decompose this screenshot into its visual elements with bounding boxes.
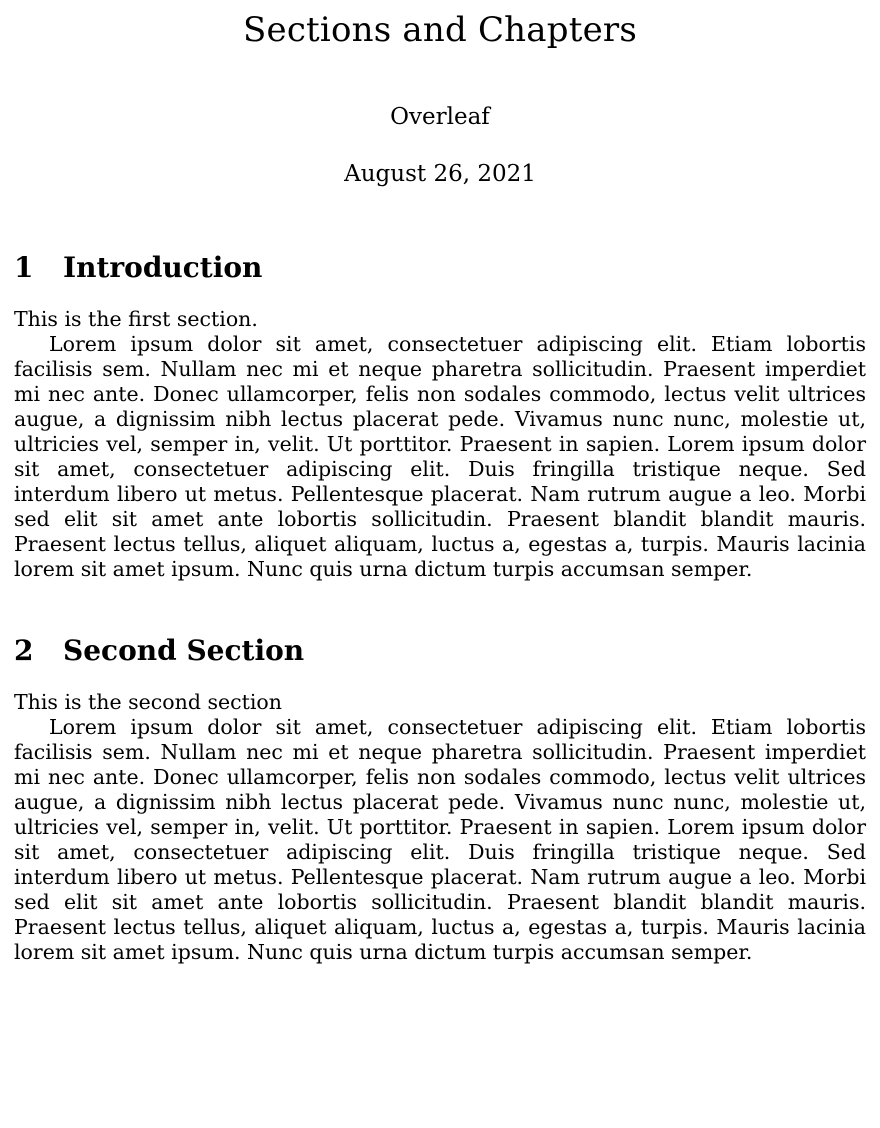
document-date: August 26, 2021 [344,161,536,187]
section-heading-2 [14,634,866,668]
document-content [14,0,866,965]
section-heading-1 [14,251,866,285]
section-lead-paragraph-1: This is the first section. [14,307,258,331]
section-body-paragraph-2: Lorem ipsum dolor sit amet, consectetuer adipiscing elit. Etiam lobortis facilisis sem. Nullam nec mi et neque pharetra sollicitudin. Praesent imperdiet mi nec ante. Donec ullamcorper, felis non sodales commodo, lectus velit ultrices augue, a dignissim nibh lectus placerat pede. Vivamus nunc nunc, molestie ut, ultricies vel, semper in, velit. Ut porttitor. Praesent in sapien. Lorem ipsum dolor sit amet, consectetuer adipiscing elit. Duis fringilla tristique neque. Sed interdum libero ut metus. Pellentesque placerat. Nam rutrum augue a leo. Morbi sed elit sit amet ante lobortis sollicitudin. Praesent blandit blandit mauris. Praesent lectus tellus, aliquet aliquam, luctus a, egestas a, turpis. Mauris lacinia lorem sit amet ipsum. Nunc quis urna dictum turpis accumsan semper. [14,715,866,964]
section-number-1: 1 [14,251,34,284]
document-title: Sections and Chapters [243,10,637,50]
title-block [14,0,866,189]
section-introduction [14,189,866,582]
section-second-section [14,582,866,965]
section-title-1: Introduction [63,251,263,284]
section-body-paragraph-1: Lorem ipsum dolor sit amet, consectetuer adipiscing elit. Etiam lobortis facilisis sem. Nullam nec mi et neque pharetra sollicitudin. Praesent imperdiet mi nec ante. Donec ullamcorper, felis non sodales commodo, lectus velit ultrices augue, a dignissim nibh lectus placerat pede. Vivamus nunc nunc, molestie ut, ultricies vel, semper in, velit. Ut porttitor. Praesent in sapien. Lorem ipsum dolor sit amet, consectetuer adipiscing elit. Duis fringilla tristique neque. Sed interdum libero ut metus. Pellentesque placerat. Nam rutrum augue a leo. Morbi sed elit sit amet ante lobortis sollicitudin. Praesent blandit blandit mauris. Praesent lectus tellus, aliquet aliquam, luctus a, egestas a, turpis. Mauris lacinia lorem sit amet ipsum. Nunc quis urna dictum turpis accumsan semper. [14,332,866,581]
section-lead-paragraph-2: This is the second section [14,690,282,714]
section-number-2: 2 [14,634,34,667]
document-author: Overleaf [390,104,490,130]
section-title-2: Second Section [63,634,305,667]
